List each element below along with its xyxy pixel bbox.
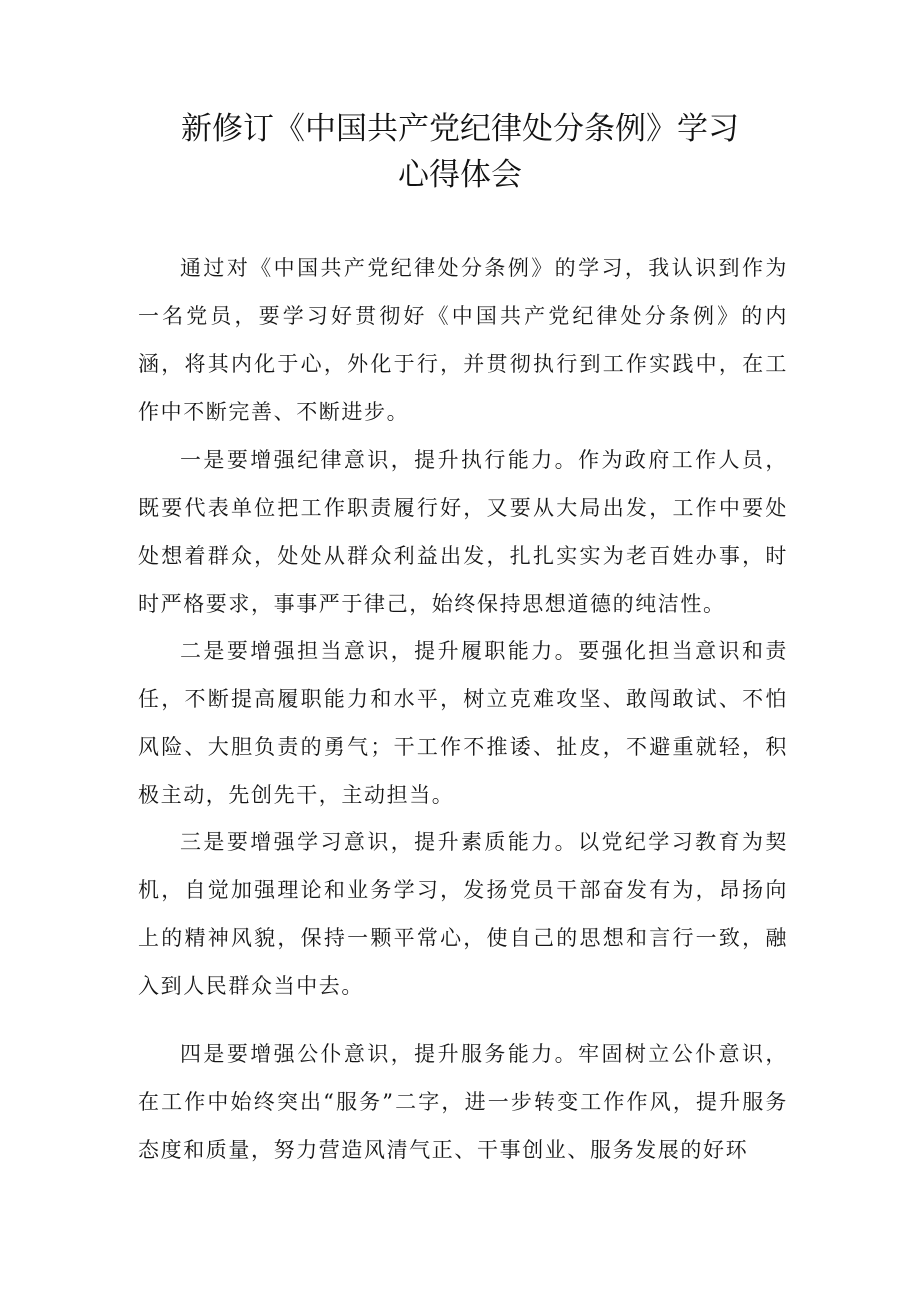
paragraph-point-1: 一是要增强纪律意识，提升执行能力。作为政府工作人员，既要代表单位把工作职责履行好，又要从大局出发，工作中要处处想着群众，处处从群众利益出发，扎扎实实为老百姓办事，时时严格要求，事事严于律己，始终保持思想道德的纯洁性。 <box>138 448 788 616</box>
paragraph-intro: 通过对《中国共产党纪律处分条例》的学习，我认识到作为一名党员，要学习好贯彻好《中国共产党纪律处分条例》的内涵，将其内化于心，外化于行，并贯彻执行到工作实践中，在工作中不断完善、不断进步。 <box>138 256 788 424</box>
document-title-line-2: 心得体会 <box>398 157 522 193</box>
paragraph-point-3: 三是要增强学习意识，提升素质能力。以党纪学习教育为契机，自觉加强理论和业务学习，发扬党员干部奋发有为，昂扬向上的精神风貌，保持一颗平常心，使自己的思想和言行一致，融入到人民群众当中去。 <box>138 830 788 998</box>
paragraph-point-2: 二是要增强担当意识，提升履职能力。要强化担当意识和责任，不断提高履职能力和水平，树立克难攻坚、敢闯敢试、不怕风险、大胆负责的勇气；干工作不推诿、扯皮，不避重就轻，积极主动，先创先干，主动担当。 <box>138 639 788 807</box>
document-title-line-1: 新修订《中国共产党纪律处分条例》学习 <box>181 111 739 147</box>
paragraph-point-4: 四是要增强公仆意识，提升服务能力。牢固树立公仆意识，在工作中始终突出“服务”二字，进一步转变工作作风，提升服务态度和质量，努力营造风清气正、干事创业、服务发展的好环 <box>138 1042 788 1162</box>
